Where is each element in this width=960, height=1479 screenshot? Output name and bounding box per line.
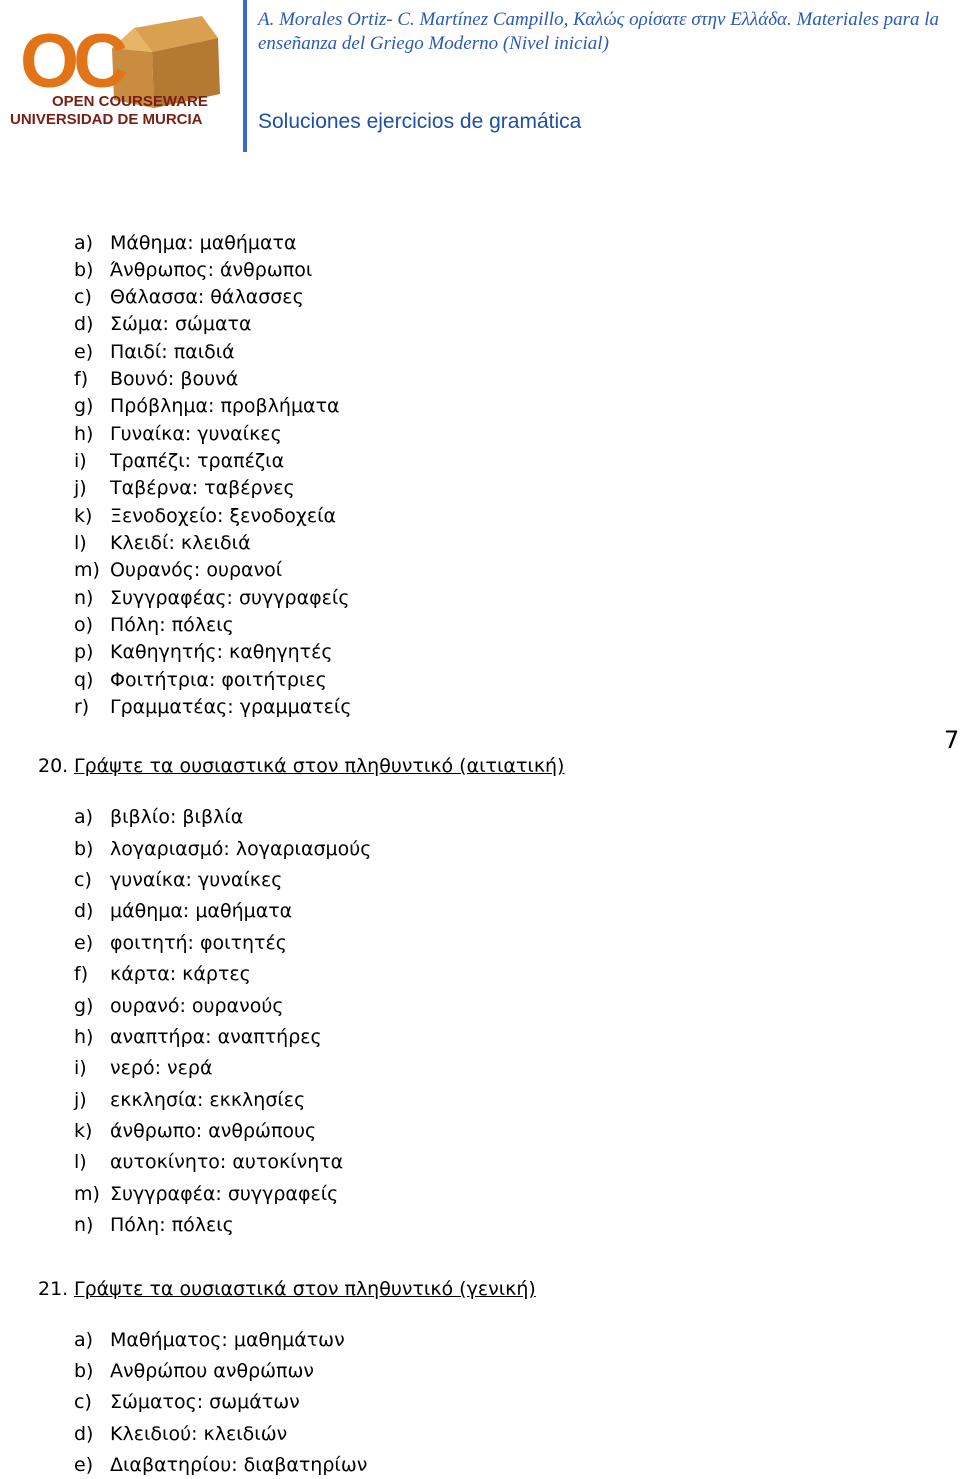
header-divider (243, 0, 247, 152)
logo-mark: OC (20, 19, 122, 104)
document-subtitle: Soluciones ejercicios de gramática (258, 110, 582, 133)
logo (6, 8, 230, 130)
page-number: 7 (944, 726, 960, 754)
logo-line1: OPEN COURSEWARE (52, 93, 208, 110)
logo-line2: UNIVERSIDAD DE MURCIA (10, 111, 203, 128)
document-title: A. Morales Ortiz- C. Martínez Campillo, Καλώς ορίσατε στην Ελλάδα. Materiales para la enseñanza del Griego Moderno (Nivel inicial) (258, 9, 940, 54)
